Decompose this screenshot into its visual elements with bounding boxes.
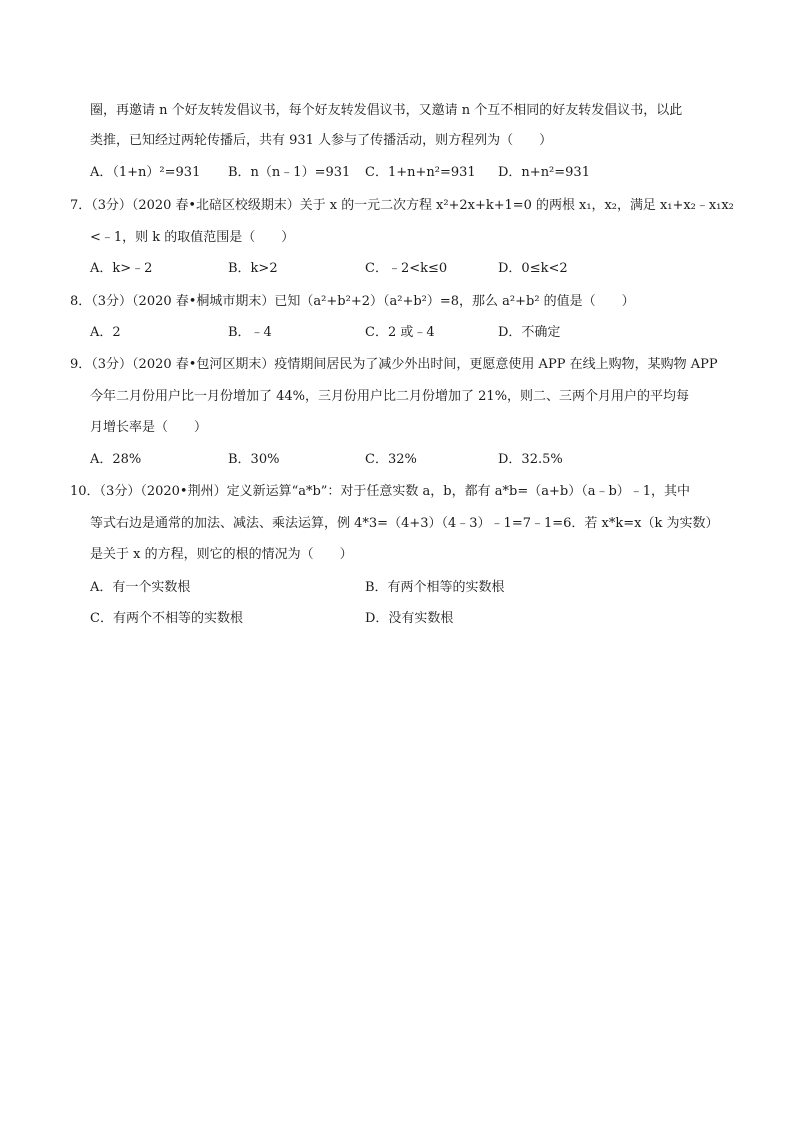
q7-option-c[interactable]: C．﹣2<k≤0 xyxy=(365,261,448,276)
q10-option-d[interactable]: D．没有实数根 xyxy=(365,611,454,626)
q9-option-a[interactable]: A．28% xyxy=(90,452,142,467)
q6-stem-line-1: 圈，再邀请 n 个好友转发倡议书，每个好友转发倡议书，又邀请 n 个互不相同的好友转发倡议书，以此 xyxy=(90,103,683,118)
q6-option-a[interactable]: A．（1+n）²=931 xyxy=(90,165,201,180)
q10-stem-line-1: 10．（3分）（2020•荆州）定义新运算“a*b”：对于任意实数 a，b，都有 a*b=（a+b）（a﹣b）﹣1，其中 xyxy=(70,484,691,499)
q9-stem-line-2: 今年二月份用户比一月份增加了 44%，三月份用户比二月份增加了 21%，则二、三两个月用户的平均每 xyxy=(90,389,690,404)
q10-option-b[interactable]: B．有两个相等的实数根 xyxy=(365,580,505,595)
q7-option-b[interactable]: B．k>2 xyxy=(228,261,278,276)
q7-option-a[interactable]: A．k>﹣2 xyxy=(90,261,153,276)
q10-stem-line-2: 等式右边是通常的加法、减法、乘法运算，例 4*3=（4+3）（4﹣3）﹣1=7﹣1=6．若 x*k=x（k 为实数） xyxy=(90,516,719,531)
q10-option-a[interactable]: A．有一个实数根 xyxy=(90,580,191,595)
q7-stem-line-1: 7．（3分）（2020 春•北碚区校级期末）关于 x 的一元二次方程 x²+2x+k+1=0 的两根 x₁，x₂，满足 x₁+x₂﹣x₁x₂ xyxy=(70,198,734,213)
q6-option-d[interactable]: D．n+n²=931 xyxy=(498,165,590,180)
q8-option-b[interactable]: B．﹣4 xyxy=(228,325,272,340)
q7-stem-line-2: <﹣1，则 k 的取值范围是（ ） xyxy=(90,230,295,245)
q6-option-c[interactable]: C．1+n+n²=931 xyxy=(365,165,476,180)
q9-stem-line-1: 9．（3分）（2020 春•包河区期末）疫情期间居民为了减少外出时间，更愿意使用 APP 在线上购物，某购物 APP xyxy=(70,357,718,372)
q9-option-b[interactable]: B．30% xyxy=(228,452,280,467)
q9-option-d[interactable]: D．32.5% xyxy=(498,452,563,467)
q10-stem-line-3: 是关于 x 的方程，则它的根的情况为（ ） xyxy=(90,547,353,562)
q10-option-c[interactable]: C．有两个不相等的实数根 xyxy=(90,611,243,626)
q9-option-c[interactable]: C．32% xyxy=(365,452,417,467)
q8-option-d[interactable]: D．不确定 xyxy=(498,325,561,340)
q6-stem-line-2: 类推，已知经过两轮传播后，共有 931 人参与了传播活动，则方程列为（ ） xyxy=(90,133,553,148)
q8-option-c[interactable]: C．2 或﹣4 xyxy=(365,325,435,340)
q9-stem-line-3: 月增长率是（ ） xyxy=(90,420,208,435)
q6-option-b[interactable]: B．n（n﹣1）=931 xyxy=(228,165,351,180)
q7-option-d[interactable]: D．0≤k<2 xyxy=(498,261,568,276)
q8-option-a[interactable]: A．2 xyxy=(90,325,121,340)
q8-stem-line-1: 8．（3分）（2020 春•桐城市期末）已知（a²+b²+2）（a²+b²）=8，那么 a²+b² 的值是（ ） xyxy=(70,294,635,309)
